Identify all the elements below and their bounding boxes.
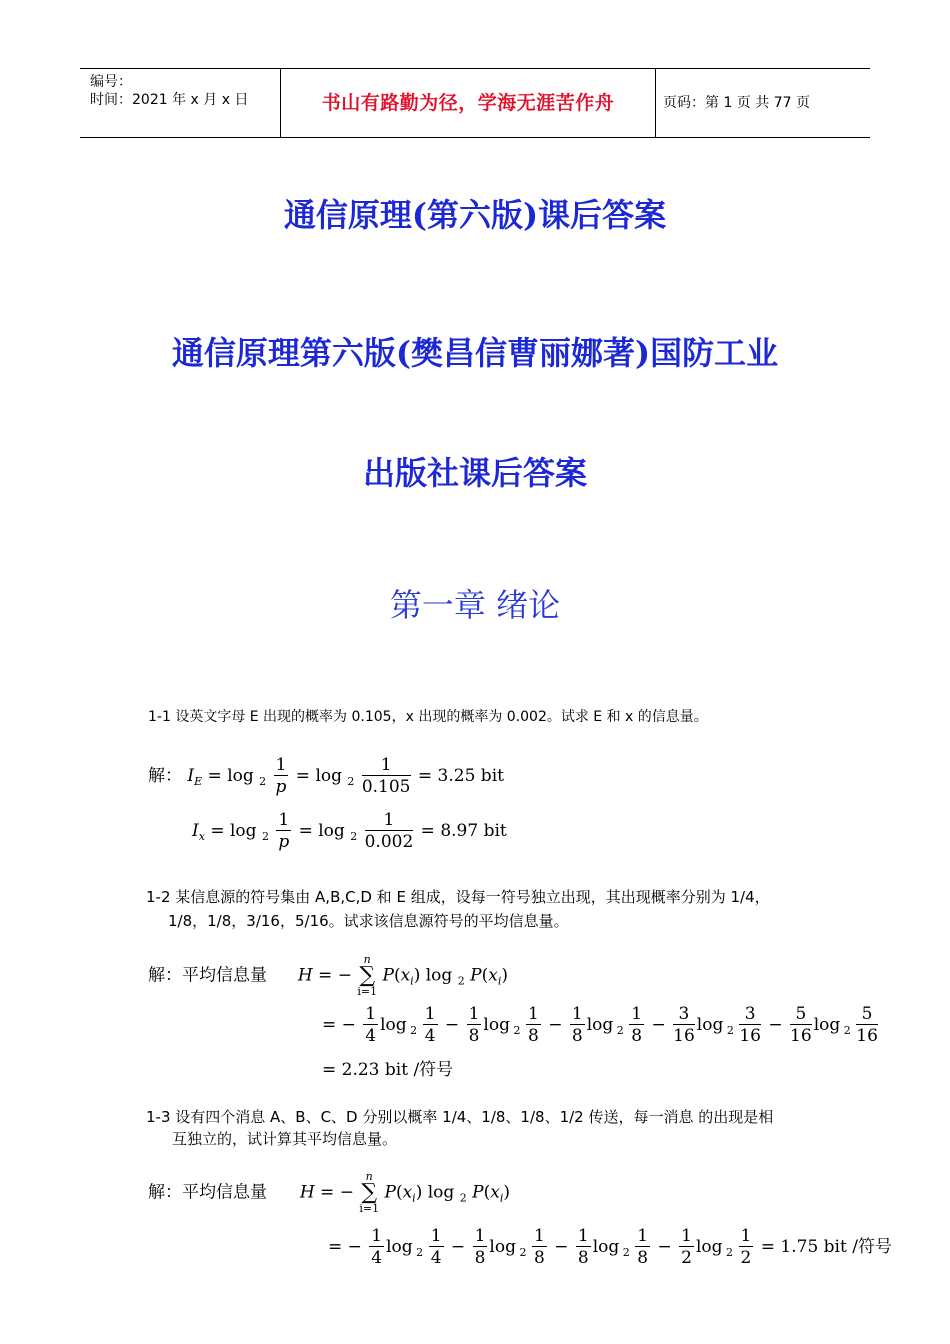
math-text: log — [425, 965, 453, 986]
problem-1-2-solution-line1: 解：平均信息量 H = − n ∑ i=1 $P(x_i)$ log $_2$ $P(x_i)$ — [148, 953, 508, 998]
fraction — [362, 755, 411, 798]
math-result: = 8.97 bit — [415, 821, 507, 841]
denominator: 16 — [739, 1026, 761, 1046]
header-right-cell — [655, 69, 870, 137]
numerator: 1 — [637, 1226, 649, 1246]
denominator: 4 — [365, 1026, 377, 1046]
numerator: 3 — [739, 1004, 761, 1025]
math-subscript: i — [412, 1191, 416, 1205]
math-text: = log — [202, 766, 260, 786]
denominator: p — [275, 777, 287, 797]
fraction — [467, 1004, 482, 1047]
numerator: 1 — [577, 1226, 589, 1246]
motto: 书山有路勤为径，学海无涯苦作舟 — [321, 92, 615, 114]
problem-1-3-solution-line1: 解：平均信息量 H = − n ∑ i=1 $P(x_i)$ log $_2$ $P(x_i)$ — [148, 1170, 510, 1215]
log-base: 2 — [261, 830, 269, 843]
summation — [359, 1172, 379, 1214]
log-text: log — [489, 1237, 516, 1257]
log-base: 2 — [350, 830, 358, 843]
denominator: 8 — [468, 1026, 480, 1046]
time-label: 时间：2021 年 x 月 x 日 — [90, 92, 249, 108]
fraction — [576, 1226, 591, 1269]
doc-title-line3: 出版社课后答案 — [362, 454, 587, 492]
fraction — [679, 1226, 694, 1269]
numerator: 1 — [430, 1226, 442, 1246]
numerator: 1 — [474, 1226, 486, 1246]
numerator: 1 — [365, 810, 414, 831]
math-subscript: x — [198, 830, 205, 843]
log-text: log — [483, 1015, 510, 1035]
math-sign: − — [657, 1237, 678, 1257]
fraction — [629, 1004, 644, 1047]
numerator: 1 — [278, 810, 290, 830]
math-subscript: i — [410, 974, 414, 988]
math-sign: = − — [322, 1015, 362, 1035]
solution-label: 解：平均信息量 — [148, 965, 267, 986]
log-base: 2 — [723, 1024, 738, 1037]
fraction — [363, 1004, 378, 1047]
math-text: = log — [290, 766, 348, 786]
denominator: 8 — [533, 1248, 545, 1268]
denominator: p — [278, 832, 290, 852]
math-subscript: E — [194, 775, 203, 788]
denominator: 8 — [631, 1026, 643, 1046]
header-left-cell — [80, 69, 280, 137]
fraction — [274, 755, 289, 798]
chapter-heading: 第一章 绪论 — [389, 586, 561, 624]
doc-title-line1: 通信原理(第六版)课后答案 — [283, 196, 667, 234]
problem-1-3-question-line1: 1-3 设有四个消息 A、B、C、D 分别以概率 1/4、1/8、1/8、1/2 传送，每一消息 的出现是相 — [146, 1108, 774, 1126]
fraction — [739, 1226, 754, 1269]
log-text: log — [592, 1237, 620, 1257]
log-base: 2 — [347, 775, 355, 788]
log-base: 2 — [619, 1246, 634, 1259]
problem-1-1-solution-line2 — [192, 810, 507, 853]
header-motto-cell — [280, 69, 656, 137]
problem-1-2-solution-line2 — [322, 1004, 880, 1047]
numerator: 1 — [371, 1226, 383, 1246]
numerator: 5 — [856, 1004, 878, 1025]
log-text: log — [813, 1015, 841, 1035]
solution-label: 解：平均信息量 — [148, 1182, 267, 1203]
number-label: 编号： — [90, 74, 132, 90]
log-base: 2 — [840, 1024, 855, 1037]
sum-lower: i=1 — [359, 1202, 380, 1215]
denominator: 2 — [740, 1248, 752, 1268]
denominator: 4 — [424, 1026, 436, 1046]
summation — [357, 955, 377, 997]
problem-1-2-result: = 2.23 bit /符号 — [322, 1060, 454, 1080]
log-base: 2 — [406, 1024, 421, 1037]
fraction — [423, 1004, 438, 1047]
math-subscript: i — [497, 974, 502, 988]
numerator: 5 — [790, 1004, 812, 1025]
problem-1-2-question-line1: 1-2 某信息源的符号集由 A,B,C,D 和 E 组成，设每一符号独立出现，其出现概率分别为 1/4， — [146, 888, 770, 906]
doc-title-line2: 通信原理第六版(樊昌信曹丽娜著)国防工业 — [171, 334, 779, 372]
math-result: = 1.75 bit /符号 — [760, 1237, 892, 1257]
sum-upper: n — [365, 1170, 373, 1183]
numerator: 1 — [681, 1226, 692, 1246]
numerator: 3 — [673, 1004, 695, 1025]
log-base: 2 — [509, 1024, 524, 1037]
math-sign: − — [554, 1237, 574, 1257]
fraction — [856, 1004, 878, 1047]
numerator: 1 — [631, 1004, 643, 1024]
numerator: 1 — [740, 1226, 752, 1246]
denominator: 4 — [371, 1248, 383, 1268]
problem-1-2-question-line2: 1/8，1/8，3/16，5/16。试求该信息源符号的平均信息量。 — [168, 912, 569, 930]
denominator: 8 — [637, 1248, 649, 1268]
denominator: 16 — [790, 1026, 812, 1046]
log-text: log — [386, 1237, 413, 1257]
math-text: log — [427, 1182, 455, 1203]
fraction — [276, 810, 291, 853]
math-sign: − — [651, 1015, 672, 1035]
log-text: log — [695, 1237, 723, 1257]
fraction — [739, 1004, 761, 1047]
fraction — [635, 1226, 650, 1269]
math-sign: = − — [328, 1237, 368, 1257]
log-base: 2 — [459, 1191, 467, 1205]
math-sign: − — [450, 1237, 471, 1257]
fraction — [532, 1226, 547, 1269]
fraction — [790, 1004, 812, 1047]
log-base: 2 — [412, 1246, 427, 1259]
math-sign: − — [768, 1015, 789, 1035]
fraction — [369, 1226, 384, 1269]
fraction — [526, 1004, 541, 1047]
fraction — [673, 1004, 695, 1047]
math-symbol: I — [187, 766, 195, 786]
denominator: 0.002 — [364, 832, 414, 852]
sum-upper: n — [363, 953, 371, 966]
problem-1-3-solution-line2 — [328, 1226, 892, 1269]
fraction — [473, 1226, 488, 1269]
log-text: log — [586, 1015, 614, 1035]
fraction — [365, 810, 414, 853]
math-result: = 3.25 bit — [412, 766, 504, 786]
denominator: 8 — [527, 1026, 539, 1046]
problem-1-3-question-line2: 互独立的，试计算其平均信息量。 — [172, 1130, 398, 1148]
problem-1-1-solution-line1 — [148, 755, 504, 798]
math-sign: − — [548, 1015, 568, 1035]
page-header — [80, 68, 870, 138]
numerator: 1 — [571, 1004, 583, 1024]
log-base: 2 — [613, 1024, 628, 1037]
denominator: 8 — [577, 1248, 589, 1268]
solution-label: 解： — [148, 766, 182, 786]
denominator: 8 — [571, 1026, 583, 1046]
numerator: 1 — [365, 1004, 377, 1024]
log-text: log — [696, 1015, 724, 1035]
fraction — [429, 1226, 444, 1269]
fraction — [570, 1004, 585, 1047]
denominator: 16 — [673, 1026, 695, 1046]
math-text: H = − — [299, 1182, 354, 1203]
denominator: 16 — [856, 1026, 878, 1046]
math-text: H = − — [297, 965, 352, 986]
denominator: 0.105 — [361, 777, 411, 797]
problem-1-1-question: 1-1 设英文字母 E 出现的概率为 0.105，x 出现的概率为 0.002。试求 E 和 x 的信息量。 — [148, 709, 708, 725]
math-text: = log — [293, 821, 351, 841]
log-base: 2 — [457, 974, 465, 988]
log-base: 2 — [259, 775, 267, 788]
numerator: 1 — [527, 1004, 539, 1024]
denominator: 8 — [474, 1248, 486, 1268]
sigma-icon: ∑ — [359, 963, 376, 988]
denominator: 4 — [430, 1248, 442, 1268]
denominator: 2 — [681, 1248, 692, 1268]
log-base: 2 — [722, 1246, 737, 1259]
numerator: 1 — [275, 755, 287, 775]
math-text: = log — [204, 821, 262, 841]
numerator: 1 — [362, 755, 411, 776]
log-text: log — [380, 1015, 407, 1035]
numerator: 1 — [468, 1004, 480, 1024]
math-symbol: I — [192, 821, 199, 841]
math-subscript: i — [499, 1191, 504, 1205]
math-sign: − — [444, 1015, 465, 1035]
log-base: 2 — [515, 1246, 530, 1259]
sigma-icon: ∑ — [361, 1180, 378, 1205]
page-info: 页码：第 1 页 共 77 页 — [663, 95, 810, 111]
sum-lower: i=1 — [357, 985, 378, 998]
numerator: 1 — [533, 1226, 545, 1246]
numerator: 1 — [424, 1004, 436, 1024]
